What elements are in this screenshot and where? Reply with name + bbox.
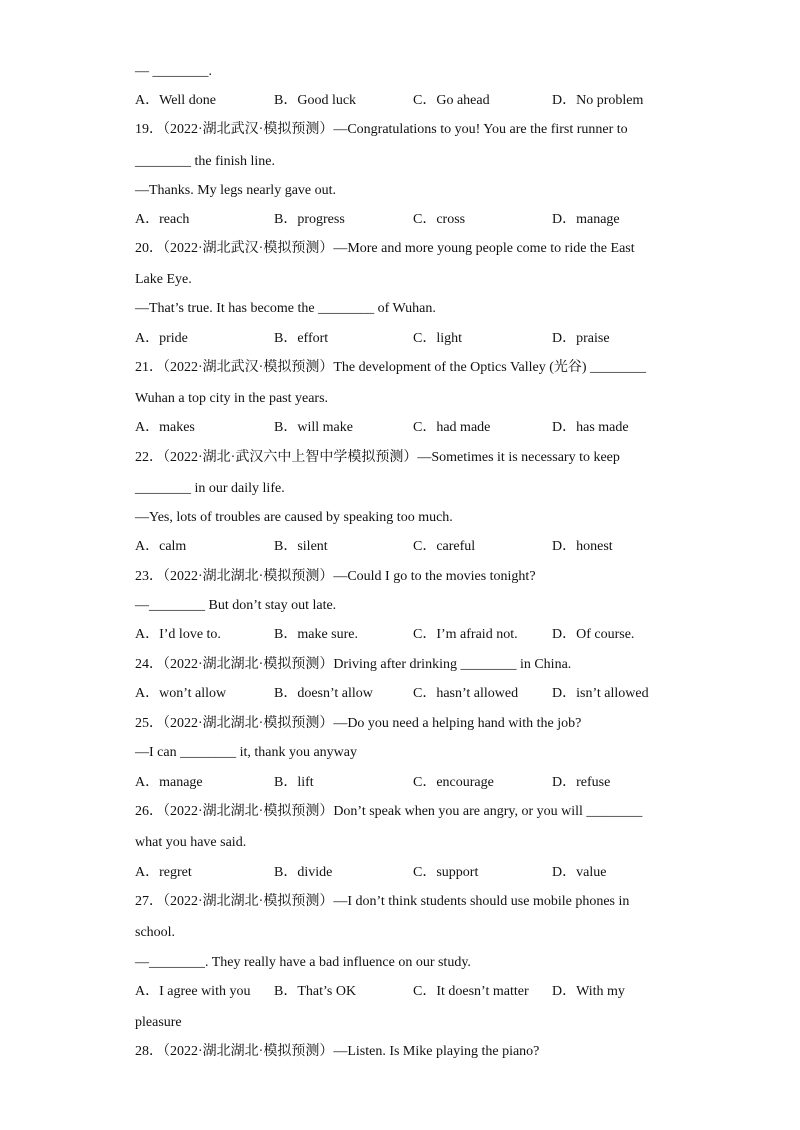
q24-option-b: B．doesn’t allow bbox=[274, 686, 373, 701]
q22-option-b: B．silent bbox=[274, 539, 328, 554]
question-21-stem-cont: Wuhan a top city in the past years. bbox=[135, 391, 329, 406]
question-19-stem-cont: ________ the finish line. bbox=[135, 154, 275, 169]
q19-option-c: C．cross bbox=[413, 212, 466, 227]
q23-option-d: D．Of course. bbox=[552, 627, 635, 642]
q27-option-c: C．It doesn’t matter bbox=[413, 984, 529, 999]
q18-option-c: C．Go ahead bbox=[413, 93, 490, 108]
q26-option-b: B．divide bbox=[274, 865, 333, 880]
question-19-reply: —Thanks. My legs nearly gave out. bbox=[135, 183, 337, 198]
q27-option-d-cont: pleasure bbox=[135, 1015, 182, 1030]
q24-option-c: C．hasn’t allowed bbox=[413, 686, 519, 701]
q23-option-a: A．I’d love to. bbox=[135, 627, 221, 642]
question-22-reply: —Yes, lots of troubles are caused by speaking too much. bbox=[135, 510, 453, 525]
q21-option-b: B．will make bbox=[274, 420, 353, 435]
q18-option-d: D．No problem bbox=[552, 93, 644, 108]
question-26-stem: 26．（2022·湖北湖北·模拟预测）Don’t speak when you are angry, or you will ________ bbox=[135, 804, 643, 819]
q20-option-a: A．pride bbox=[135, 331, 188, 346]
q21-option-d: D．has made bbox=[552, 420, 629, 435]
question-22-stem-cont: ________ in our daily life. bbox=[135, 481, 285, 496]
q20-option-c: C．light bbox=[413, 331, 463, 346]
question-25-reply: —I can ________ it, thank you anyway bbox=[135, 745, 358, 760]
q19-option-d: D．manage bbox=[552, 212, 620, 227]
q25-option-c: C．encourage bbox=[413, 775, 494, 790]
q24-option-a: A．won’t allow bbox=[135, 686, 227, 701]
q19-option-b: B．progress bbox=[274, 212, 345, 227]
question-25-stem: 25．（2022·湖北湖北·模拟预测）—Do you need a helping hand with the job? bbox=[135, 716, 582, 731]
question-18-answer-line: — ________. bbox=[135, 64, 212, 79]
q23-option-b: B．make sure. bbox=[274, 627, 358, 642]
q25-option-a: A．manage bbox=[135, 775, 203, 790]
question-28-stem: 28．（2022·湖北湖北·模拟预测）—Listen. Is Mike playing the piano? bbox=[135, 1044, 540, 1059]
question-24-stem: 24．（2022·湖北湖北·模拟预测）Driving after drinking ________ in China. bbox=[135, 657, 572, 672]
q25-option-d: D．refuse bbox=[552, 775, 611, 790]
q21-option-a: A．makes bbox=[135, 420, 195, 435]
q27-option-a: A．I agree with you bbox=[135, 984, 251, 999]
q24-option-d: D．isn’t allowed bbox=[552, 686, 649, 701]
q18-option-b: B．Good luck bbox=[274, 93, 357, 108]
question-20-reply: —That’s true. It has become the ________ of Wuhan. bbox=[135, 301, 436, 316]
q27-option-d: D．With my bbox=[552, 984, 625, 999]
q26-option-a: A．regret bbox=[135, 865, 192, 880]
question-20-stem-cont: Lake Eye. bbox=[135, 272, 192, 287]
q22-option-d: D．honest bbox=[552, 539, 613, 554]
q26-option-c: C．support bbox=[413, 865, 479, 880]
q19-option-a: A．reach bbox=[135, 212, 190, 227]
q23-option-c: C．I’m afraid not. bbox=[413, 627, 518, 642]
q18-option-a: A．Well done bbox=[135, 93, 216, 108]
question-19-stem: 19．（2022·湖北武汉·模拟预测）—Congratulations to you! You are the first runner to bbox=[135, 122, 628, 137]
q25-option-b: B．lift bbox=[274, 775, 314, 790]
question-27-stem-cont: school. bbox=[135, 925, 176, 940]
q26-option-d: D．value bbox=[552, 865, 607, 880]
question-22-stem: 22．（2022·湖北·武汉六中上智中学模拟预测）—Sometimes it is necessary to keep bbox=[135, 450, 620, 465]
q20-option-b: B．effort bbox=[274, 331, 329, 346]
question-27-stem: 27．（2022·湖北湖北·模拟预测）—I don’t think students should use mobile phones in bbox=[135, 894, 630, 909]
q21-option-c: C．had made bbox=[413, 420, 491, 435]
q22-option-c: C．careful bbox=[413, 539, 476, 554]
q20-option-d: D．praise bbox=[552, 331, 610, 346]
question-21-stem: 21．（2022·湖北武汉·模拟预测）The development of the Optics Valley (光谷) ________ bbox=[135, 360, 647, 375]
q27-option-b: B．That’s OK bbox=[274, 984, 357, 999]
q22-option-a: A．calm bbox=[135, 539, 187, 554]
question-26-stem-cont: what you have said. bbox=[135, 835, 247, 850]
question-23-stem: 23．（2022·湖北湖北·模拟预测）—Could I go to the movies tonight? bbox=[135, 569, 536, 584]
question-23-reply: —________ But don’t stay out late. bbox=[135, 598, 337, 613]
question-20-stem: 20．（2022·湖北武汉·模拟预测）—More and more young people come to ride the East bbox=[135, 241, 635, 256]
question-27-reply: —________. They really have a bad influence on our study. bbox=[135, 955, 471, 970]
